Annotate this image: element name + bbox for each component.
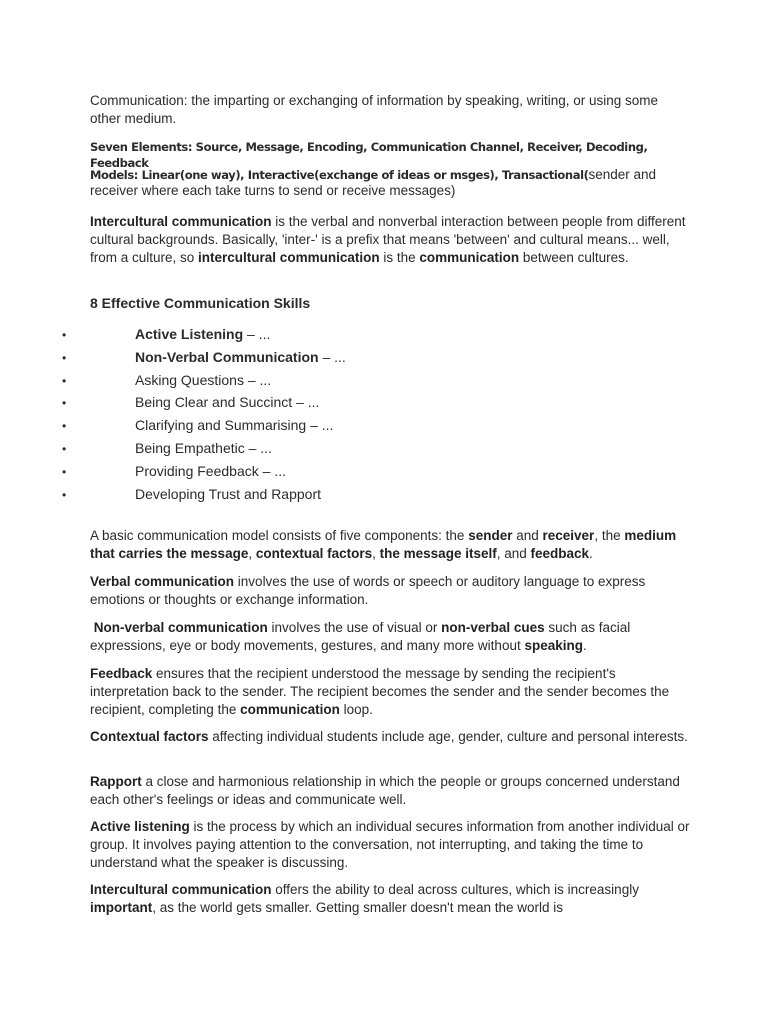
text-span: . — [583, 638, 587, 653]
skill-label: Asking Questions – ... — [135, 371, 272, 388]
skill-label: Being Clear and Succinct – ... — [135, 394, 320, 411]
text-span: ensures that the recipient understood the message by sending the recipient's interpretation back to the sender. The recipient becomes the sender and the sender becomes the recipient, completing the — [90, 666, 670, 717]
skill-label: Being Empathetic – ... — [135, 439, 272, 456]
skill-label: Providing Feedback – ... — [135, 462, 286, 479]
intercultural-paragraph — [90, 213, 690, 267]
model-components-paragraph — [90, 527, 690, 563]
skill-suffix: – ... — [243, 326, 271, 342]
feedback-paragraph — [90, 665, 690, 719]
skill-suffix: – ... — [318, 348, 346, 365]
text-span: , and — [496, 546, 531, 561]
text-span: . — [589, 546, 593, 561]
text-span: , as the world gets smaller. Getting smaller doesn't mean the world is — [152, 900, 564, 915]
bullet-icon: • — [62, 464, 67, 479]
models-bold-text: Models: Linear(one way), Interactive(exchange of ideas or msges), Transactional( — [90, 168, 589, 182]
skills-list — [62, 325, 712, 507]
term-receiver: receiver — [542, 528, 595, 543]
bullet-icon: • — [62, 441, 67, 456]
text-span: A basic communication model consists of five components: the — [90, 528, 469, 543]
nonverbal-paragraph — [90, 619, 690, 655]
text-span: is the process by which an individual secures information from another individual or group. It involves paying attention to the conversation, not interrupting, and taking the time to understand what the speaker is discussing. — [90, 819, 690, 870]
text-span: is the — [379, 250, 420, 265]
intercultural-ability-paragraph — [90, 881, 690, 917]
text-span: loop. — [339, 702, 373, 717]
list-item — [62, 371, 712, 394]
text-span: , — [248, 546, 256, 561]
skill-label: Clarifying and Summarising – ... — [135, 417, 334, 434]
skill-label — [135, 348, 346, 366]
text-span: such as facial expressions, eye or body movements, gestures, and many more without — [90, 620, 631, 653]
term-feedback-2: Feedback — [90, 666, 153, 681]
active-listening-paragraph — [90, 818, 690, 872]
bullet-icon: • — [62, 419, 67, 434]
models-rest-text: sender and receiver where each take turns to send or receive messages) — [90, 167, 657, 198]
text-span: , — [372, 546, 380, 561]
rapport-paragraph — [90, 773, 690, 809]
skill-label: Developing Trust and Rapport — [135, 485, 321, 502]
definition-paragraph — [90, 92, 690, 128]
bullet-icon: • — [62, 328, 67, 342]
skill-name: Non-Verbal Communication — [135, 348, 319, 365]
text-span: involves the use of visual or — [267, 620, 442, 635]
bullet-icon: • — [62, 373, 67, 388]
definition-text: Communication: the imparting or exchanging of information by speaking, writing, or using some other medium. — [90, 93, 659, 126]
text-span: and — [512, 528, 543, 543]
term-sender: sender — [468, 528, 513, 543]
contextual-paragraph — [90, 728, 690, 746]
term-medium: medium that carries the message — [90, 528, 677, 561]
list-item — [62, 325, 712, 348]
term-feedback: feedback — [530, 546, 590, 561]
list-item — [62, 393, 712, 416]
text-span: offers the ability to deal across cultures, which is increasingly — [271, 882, 639, 897]
term-communication-2: communication — [240, 702, 340, 717]
text-span: a close and harmonious relationship in which the people or groups concerned understand each other's feelings or ideas and communicate well. — [90, 774, 680, 807]
term-message: the message itself — [379, 546, 497, 561]
skills-heading — [90, 294, 690, 312]
list-item — [62, 439, 712, 462]
term-contextual: contextual factors — [255, 546, 373, 561]
models-paragraph — [90, 167, 690, 199]
term-nonverbal: Non-verbal communication — [93, 620, 268, 635]
term-intercultural: Intercultural communication — [90, 214, 272, 229]
term-nonverbal-cues: non-verbal cues — [441, 620, 545, 635]
term-contextual-2: Contextual factors — [90, 729, 209, 744]
verbal-paragraph — [90, 573, 690, 609]
list-item — [62, 485, 712, 508]
text-span: involves the use of words or speech or auditory language to express emotions or thoughts or exchange information. — [90, 574, 646, 607]
text-span: between cultures. — [519, 250, 629, 265]
skills-heading-text: 8 Effective Communication Skills — [90, 295, 311, 311]
list-item — [62, 416, 712, 439]
text-span: affecting individual students include age, gender, culture and personal interests. — [208, 729, 688, 744]
term-important: important — [90, 900, 153, 915]
term-intercultural-2: intercultural communication — [198, 250, 380, 265]
text-span: , the — [594, 528, 625, 543]
term-active-listening: Active listening — [90, 819, 190, 834]
term-verbal: Verbal communication — [90, 574, 235, 589]
term-rapport: Rapport — [90, 774, 142, 789]
skill-name: Active Listening — [135, 326, 244, 342]
bullet-icon: • — [62, 487, 67, 502]
list-item — [62, 462, 712, 485]
term-speaking: speaking — [524, 638, 583, 653]
bullet-icon: • — [62, 350, 67, 365]
bullet-icon: • — [62, 396, 67, 411]
skill-label — [135, 325, 270, 343]
seven-elements-text: Seven Elements: Source, Message, Encoding, Communication Channel, Receiver, Decoding, Feedback — [90, 140, 648, 170]
text-span: is the verbal and nonverbal interaction between people from different cultural backgrounds. Basically, 'inter-' is a prefix that means 'between' and cultural means... well, from a culture, so — [90, 214, 686, 265]
term-communication: communication — [419, 250, 520, 265]
list-item — [62, 348, 712, 371]
term-intercultural-3: Intercultural communication — [90, 882, 272, 897]
